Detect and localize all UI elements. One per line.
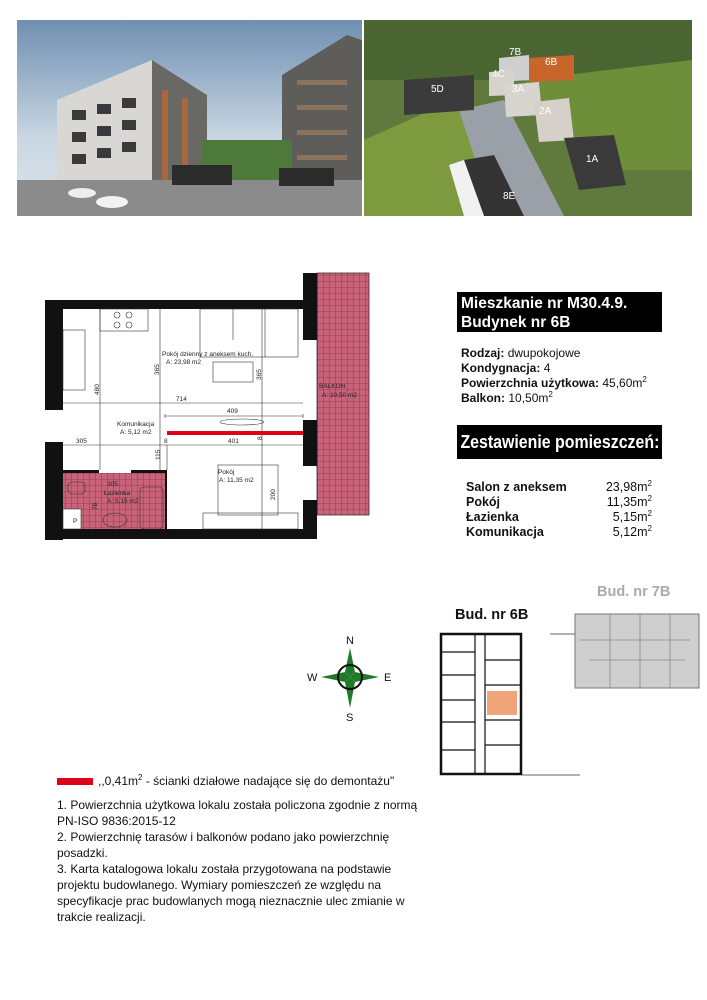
- legend-value: ,,0,41m: [98, 774, 139, 788]
- compass-west: W: [307, 672, 318, 684]
- aerial-label: 3A: [512, 84, 525, 95]
- room-row: [466, 510, 652, 525]
- aerial-label: 7B: [509, 47, 522, 58]
- room-area-value: 11,35m: [606, 495, 648, 509]
- room-row: [466, 525, 652, 540]
- dimension-label: 8: [257, 436, 264, 440]
- aerial-label: 8E: [503, 191, 516, 202]
- dimension-label: 480: [94, 384, 101, 395]
- dimension-label: 8: [164, 438, 168, 445]
- balcony-area-label: A: 10,50 m2: [322, 392, 358, 399]
- detail-row: [461, 376, 647, 391]
- dimension-label: 305: [76, 438, 87, 445]
- notes: [57, 797, 437, 925]
- bathroom-name: Łazienka: [104, 490, 131, 497]
- aerial-label: 2A: [539, 106, 552, 117]
- room-name: Salon z aneksem: [466, 480, 567, 494]
- aerial-label: 6B: [545, 57, 558, 68]
- dimension-label: 365: [256, 369, 263, 380]
- balcony-name: BALKON: [319, 383, 346, 390]
- legend-description: - ścianki działowe nadające się do demontażu": [142, 774, 395, 788]
- compass-south: S: [346, 712, 354, 722]
- dimension-label: 409: [227, 408, 238, 415]
- dimension-label: 401: [228, 438, 239, 445]
- bedroom-area: A: 11,35 m2: [219, 477, 254, 484]
- apartment-details: [461, 346, 647, 406]
- apartment-header: [457, 292, 662, 332]
- room-area-value: 5,15m: [612, 510, 648, 524]
- current-building-label: Bud. nr 6B: [455, 607, 529, 623]
- building-number: Budynek nr 6B: [461, 314, 571, 331]
- detail-row: [461, 346, 647, 361]
- building-7b-plan: [575, 614, 699, 688]
- removable-partition-wall: [167, 431, 303, 435]
- bedroom-name: Pokój: [218, 469, 235, 476]
- superscript: 2: [647, 508, 652, 518]
- room-area: [607, 495, 652, 510]
- room-area-value: 5,12m: [612, 525, 648, 539]
- dimension-label: 78: [92, 502, 99, 510]
- detail-label: Kondygnacja:: [461, 361, 541, 375]
- detail-value: 4: [543, 361, 551, 375]
- building-key-plan: [430, 600, 707, 785]
- compass-rose-icon: [305, 632, 395, 722]
- room-area: [613, 525, 652, 540]
- hall-name: Komunikacja: [117, 421, 155, 428]
- superscript: 2: [138, 773, 143, 782]
- room-area: [613, 510, 652, 525]
- removable-wall-swatch: [57, 778, 93, 785]
- detail-value: dwupokojowe: [507, 346, 581, 360]
- aerial-label: 1A: [586, 154, 599, 165]
- dimension-label: 115: [155, 449, 162, 460]
- note: 3. Karta katalogowa lokalu została przygotowana na podstawie projektu budowlanego. Wymiary pomieszczeń ze względu na specyfikacje prac budowlanych mogą nieznacznie ulec zmianie w trakcie realizacji.: [57, 862, 405, 924]
- aerial-label: 5D: [431, 84, 444, 95]
- compass-east: E: [384, 672, 392, 684]
- legend-text: [98, 774, 394, 788]
- dimension-label: 200: [270, 489, 277, 500]
- room-area: [606, 480, 652, 495]
- apartment-number: Mieszkanie nr M30.4.9.: [461, 295, 628, 312]
- dimension-label: 365: [154, 364, 161, 375]
- hall-area: A: 5,12 m2: [120, 429, 152, 436]
- detail-value: 45,60m: [602, 376, 643, 390]
- detail-value: 10,50m: [508, 391, 549, 405]
- detail-label: Balkon:: [461, 391, 506, 405]
- superscript: 2: [647, 493, 652, 503]
- dimension-label: 714: [176, 396, 187, 403]
- aerial-label: 4C: [492, 69, 505, 80]
- superscript: 2: [647, 478, 652, 488]
- room-row: [466, 480, 652, 495]
- room-name: Komunikacja: [466, 525, 544, 539]
- compass-north: N: [346, 635, 354, 647]
- superscript: 2: [647, 523, 652, 533]
- detail-row: [461, 361, 647, 376]
- living-room-name: Pokój dzienny z aneksem kuch.: [162, 351, 254, 358]
- room-name: Łazienka: [466, 510, 519, 524]
- room-row: [466, 495, 652, 510]
- room-area-value: 23,98m: [605, 480, 648, 494]
- note: 2. Powierzchnię tarasów i balkonów podano jako powierzchnię posadzki.: [57, 830, 390, 860]
- detail-label: Powierzchnia użytkowa:: [461, 376, 600, 390]
- room-name: Pokój: [466, 495, 501, 509]
- detail-label: Rodzaj:: [461, 346, 505, 360]
- rooms-list: [466, 480, 652, 540]
- rooms-title-box: [457, 425, 662, 459]
- dimension-label: 305: [107, 481, 118, 488]
- rooms-title: Zestawienie pomieszczeń:: [460, 431, 660, 452]
- superscript: 2: [548, 390, 553, 399]
- superscript: 2: [642, 375, 647, 384]
- detail-row: [461, 391, 647, 406]
- neighbor-building-label: Bud. nr 7B: [597, 584, 671, 600]
- living-room-area: A: 23,98 m2: [166, 359, 202, 366]
- note: 1. Powierzchnia użytkowa lokalu została policzona zgodnie z normą PN-ISO 9836:2015-12: [57, 798, 418, 828]
- apartment-location-highlight: [487, 691, 517, 715]
- bathroom-area: A: 5,15 m2: [107, 498, 139, 505]
- dimension-label: P: [73, 518, 78, 525]
